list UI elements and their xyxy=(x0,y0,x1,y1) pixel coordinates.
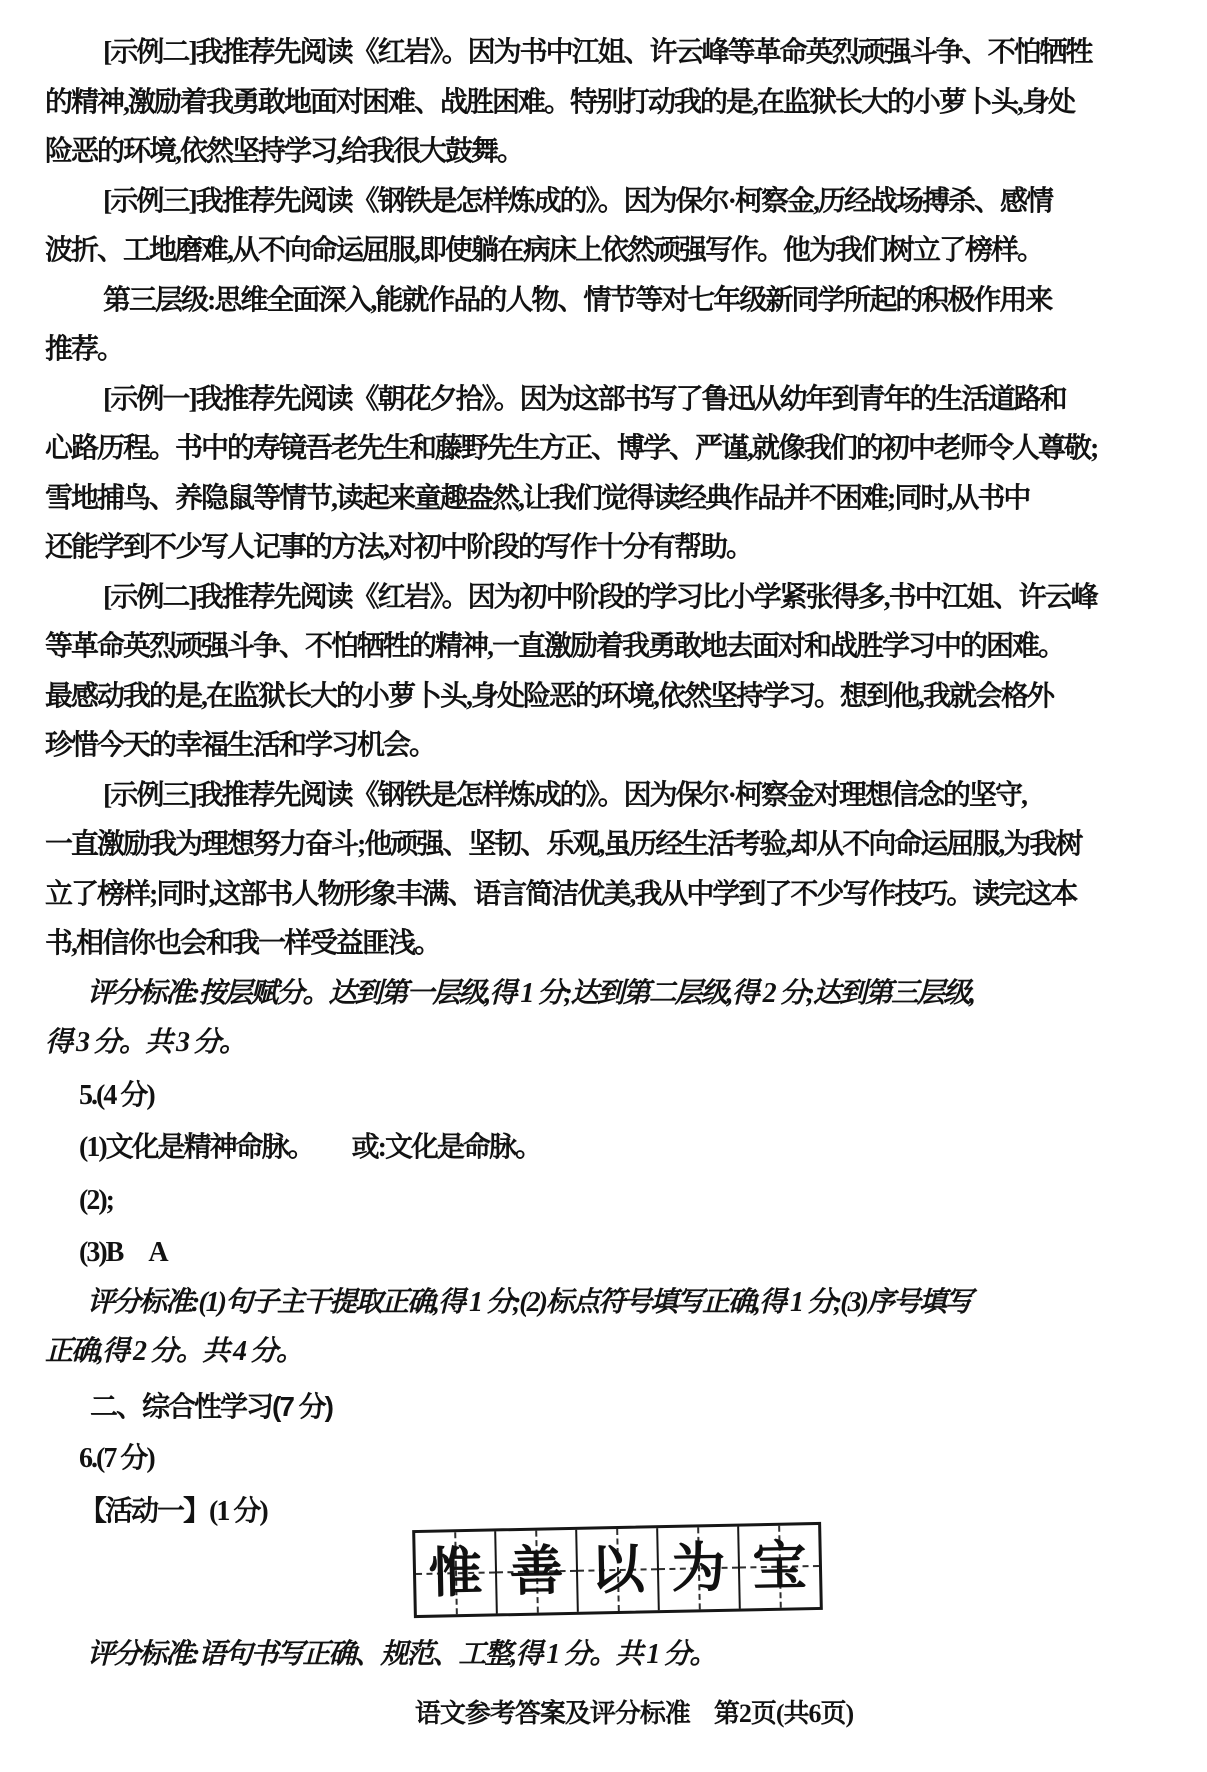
text-line: (1)文化是精神命脉。 或:文化是命脉。 xyxy=(79,1132,541,1163)
text-line: 最感动我的是,在监狱长大的小萝卜头,身处险恶的环境,依然坚持学习。想到他,我就会格外 xyxy=(45,680,1054,712)
calligraphy-character: 善 xyxy=(508,1541,565,1603)
text-line: 评分标准:语句书写正确、规范、工整,得 1 分。共 1 分。 xyxy=(87,1639,716,1670)
calligraphy-cell xyxy=(496,1530,579,1614)
calligraphy-character: 惟 xyxy=(427,1542,484,1604)
text-line: [示例三]我推荐先阅读《钢铁是怎样炼成的》。因为保尔·柯察金对理想信念的坚守, xyxy=(103,779,1026,811)
text-line: [示例二]我推荐先阅读《红岩》。因为书中江姐、许云峰等革命英烈顽强斗争、不怕牺牲 xyxy=(103,37,1092,68)
text-line: 心路历程。书中的寿镜吾老先生和藤野先生方正、博学、严谨,就像我们的初中老师令人尊敬; xyxy=(45,433,1098,464)
footer-page-number: 第2页(共6页) xyxy=(713,1698,854,1728)
text-line: 得 3 分。共 3 分。 xyxy=(45,1027,246,1058)
text-line: 珍惜今天的幸福生活和学习机会。 xyxy=(45,730,436,761)
calligraphy-cell xyxy=(415,1531,498,1615)
calligraphy-character: 宝 xyxy=(751,1536,808,1598)
text-line: [示例三]我推荐先阅读《钢铁是怎样炼成的》。因为保尔·柯察金,历经战场搏杀、感情 xyxy=(103,185,1052,217)
text-line: 第三层级:思维全面深入,能就作品的人物、情节等对七年级新同学所起的积极作用来 xyxy=(103,284,1052,316)
text-line: 二、综合性学习(7 分) xyxy=(90,1390,333,1422)
calligraphy-character: 以 xyxy=(589,1539,646,1601)
text-line: (2); xyxy=(79,1184,113,1216)
grid-scoring-lines xyxy=(45,1630,1171,1680)
text-line: 评分标准:(1)句子主干提取正确,得 1 分;(2)标点符号填写正确,得 1 分;(3)序号填写 xyxy=(87,1286,971,1318)
text-line: 【活动一】(1 分) xyxy=(79,1495,267,1527)
text-line: 险恶的环境,依然坚持学习,给我很大鼓舞。 xyxy=(45,136,524,167)
text-line: 的精神,激励着我勇敢地面对困难、战胜困难。特别打动我的是,在监狱长大的小萝卜头,身处 xyxy=(45,86,1075,118)
text-line: 还能学到不少写人记事的方法,对初中阶段的写作十分有帮助。 xyxy=(45,532,753,563)
text-line: 6.(7 分) xyxy=(79,1443,154,1474)
calligraphy-grid xyxy=(412,1522,823,1618)
text-line: 推荐。 xyxy=(45,334,124,365)
text-line: 雪地捕鸟、养隐鼠等情节,读起来童趣盎然,让我们觉得读经典作品并不困难;同时,从书中 xyxy=(45,482,1030,514)
calligraphy-cell xyxy=(739,1525,820,1609)
footer-title: 语文参考答案及评分标准 xyxy=(414,1698,690,1728)
text-line: [示例一]我推荐先阅读《朝花夕拾》。因为这部书写了鲁迅从幼年到青年的生活道路和 xyxy=(103,383,1066,415)
text-line: 等革命英烈顽强斗争、不怕牺牲的精神,一直激励着我勇敢地去面对和战胜学习中的困难。 xyxy=(45,631,1065,662)
calligraphy-cell xyxy=(577,1528,660,1612)
text-line: 书,相信你也会和我一样受益匪浅。 xyxy=(45,928,441,959)
text-line: 正确,得 2 分。共 4 分。 xyxy=(45,1336,303,1367)
calligraphy-cell xyxy=(658,1527,741,1611)
text-line: 一直激励我为理想努力奋斗;他顽强、坚韧、乐观,虽历经生活考验,却从不向命运屈服,为我树 xyxy=(45,829,1082,860)
text-line: 立了榜样;同时,这部书人物形象丰满、语言简洁优美,我从中学到了不少写作技巧。读完这本 xyxy=(45,878,1077,910)
page-footer xyxy=(71,1694,1197,1734)
text-line: 5.(4 分) xyxy=(79,1079,154,1111)
calligraphy-character: 为 xyxy=(670,1537,727,1599)
calligraphy-grid-section xyxy=(45,1524,1171,1624)
answer-lines xyxy=(45,28,1171,1536)
text-line: [示例二]我推荐先阅读《红岩》。因为初中阶段的学习比小学紧张得多,书中江姐、许云峰 xyxy=(103,581,1097,613)
text-line: 评分标准:按层赋分。达到第一层级,得 1 分;达到第二层级,得 2 分;达到第三层级, xyxy=(87,977,974,1009)
text-line: (3)B A xyxy=(79,1237,167,1268)
text-line: 波折、工地磨难,从不向命运屈服,即使躺在病床上依然顽强写作。他为我们树立了榜样。 xyxy=(45,235,1044,266)
